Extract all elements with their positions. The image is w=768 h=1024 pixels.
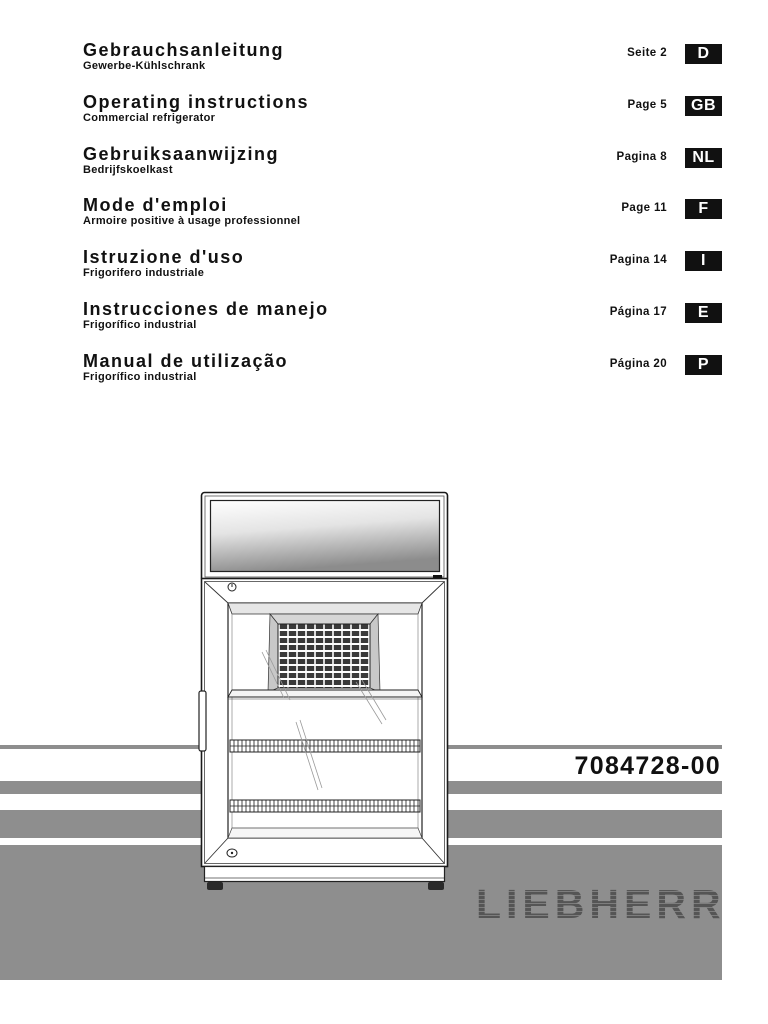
wire-shelf [230,740,420,752]
canopy-light-panel [211,501,440,572]
language-title: Mode d'emploi [83,195,228,216]
foot [428,882,444,890]
page-reference: Page 5 [627,98,667,111]
language-entry-nl [83,145,723,197]
evaporator-side-right [370,614,380,692]
language-title: Gebrauchsanleitung [83,40,285,60]
language-code-badge: NL [685,148,722,168]
language-entry-gb [83,93,723,145]
language-index [83,41,723,404]
page-reference: Pagina 14 [609,254,667,267]
interior-ceiling [228,603,422,614]
page-reference: Página 17 [609,305,667,318]
document-number: 7084728-00 [574,752,721,780]
language-entry-de [83,41,723,93]
refrigerator-illustration [196,488,454,894]
interior-floor [228,828,422,838]
brand-logo: LIEBHERR [476,881,726,927]
thermometer-icon [228,583,236,591]
foot [207,882,223,890]
language-entry-e [83,300,723,352]
language-code-badge: GB [685,96,722,116]
language-title: Operating instructions [83,91,310,112]
evaporator-side-left [268,614,278,692]
language-subtitle: Commercial refrigerator [83,111,216,124]
language-subtitle: Frigorífico industrial [83,318,197,331]
page-reference: Page 11 [621,202,667,215]
language-code-badge: F [685,199,722,219]
canopy-marker [433,575,442,578]
evaporator-cover [270,614,378,624]
language-subtitle: Bedrijfskoelkast [83,163,173,176]
lock-icon [227,849,237,857]
language-code-badge: D [685,44,722,64]
evaporator-fan [268,614,380,692]
page-reference: Pagina 8 [616,150,667,163]
language-subtitle: Armoire positive à usage professionnel [83,215,301,228]
wire-shelf [230,800,420,812]
page-reference: Seite 2 [627,47,667,59]
language-title: Instrucciones de manejo [83,298,329,319]
language-entry-i [83,248,723,300]
language-subtitle: Frigorifero industriale [83,267,205,280]
language-title: Gebruiksaanwijzing [83,143,280,164]
lock-keyhole [231,852,233,854]
page-reference: Página 20 [609,357,667,370]
language-code-badge: E [685,303,722,323]
door-handle [199,691,206,751]
language-subtitle: Gewerbe-Kühlschrank [83,60,206,72]
language-title: Istruzione d'uso [83,247,245,268]
base-plinth [205,867,445,882]
shelf-surface [228,690,422,697]
language-code-badge: I [685,251,722,271]
language-entry-f [83,196,723,248]
plinth-body [205,867,445,882]
evaporator-grille [278,624,370,688]
display-canopy [202,493,448,581]
language-code-badge: P [685,355,722,375]
language-subtitle: Frigorífico industrial [83,370,197,383]
language-title: Manual de utilização [83,350,289,371]
language-entry-p [83,352,723,404]
